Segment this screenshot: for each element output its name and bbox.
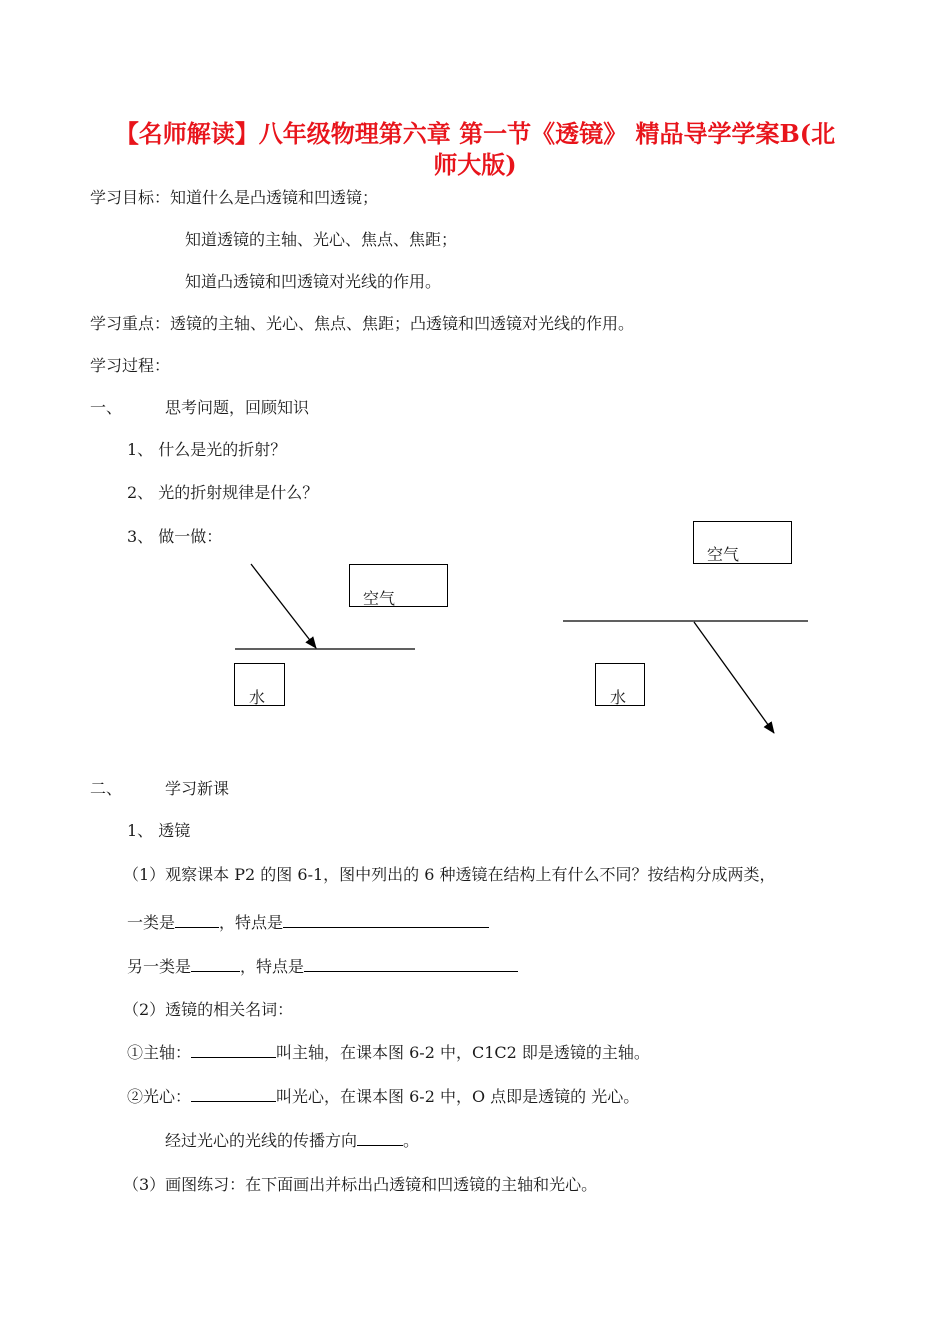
optical-center-text: 叫光心，在课本图 6-2 中，O 点即是透镜的 光心。 [276, 1087, 640, 1106]
objective-3: 知道凸透镜和凹透镜对光线的作用。 [185, 272, 442, 291]
title-line-1: 【名师解读】八年级物理第六章 第一节《透镜》 精品导学学案B(北 [114, 119, 836, 148]
left-air-label: 空气 [363, 589, 396, 608]
category-1-blank[interactable] [175, 913, 219, 928]
section-1-number: 一、 [90, 398, 123, 417]
category-2-feature-blank[interactable] [304, 957, 518, 972]
main-axis-blank[interactable] [191, 1043, 276, 1058]
through-center-end: 。 [403, 1131, 420, 1150]
through-center-blank[interactable] [357, 1131, 403, 1146]
objective-1: 知道什么是凸透镜和凹透镜； [170, 188, 379, 207]
category-1-feature-blank[interactable] [283, 913, 489, 928]
right-air-label: 空气 [707, 545, 740, 564]
main-axis-text: 叫主轴，在课本图 6-2 中，C1C2 即是透镜的主轴。 [276, 1043, 650, 1062]
question-3: 3、 做一做： [127, 527, 223, 546]
category-1-line [127, 913, 489, 933]
right-water-label: 水 [610, 688, 627, 707]
through-center-text: 经过光心的光线的传播方向 [165, 1131, 358, 1150]
paragraph-3: （3）画图练习：在下面画出并标出凸透镜和凹透镜的主轴和光心。 [123, 1175, 598, 1194]
subsection-lens: 1、 透镜 [127, 821, 191, 840]
through-center-line [165, 1131, 419, 1151]
optical-center-blank[interactable] [191, 1087, 276, 1102]
section-2-number: 二、 [90, 779, 123, 798]
question-2: 2、 光的折射规律是什么？ [127, 483, 319, 502]
section-2-heading: 学习新课 [165, 779, 230, 798]
category-1-label: 一类是 [127, 913, 176, 932]
left-incident-ray [251, 564, 316, 648]
main-axis-line [127, 1043, 650, 1063]
question-1: 1、 什么是光的折射？ [127, 440, 287, 459]
category-2-feature-label: ，特点是 [240, 957, 305, 976]
category-2-blank[interactable] [191, 957, 240, 972]
main-axis-label: ①主轴： [127, 1043, 192, 1062]
optical-center-label: ②光心： [127, 1087, 192, 1106]
paragraph-2: （2）透镜的相关名词： [123, 1000, 294, 1019]
process-label: 学习过程： [90, 356, 171, 375]
left-water-label: 水 [249, 688, 266, 707]
category-2-label: 另一类是 [127, 957, 192, 976]
title-line-2: 师大版) [433, 150, 517, 179]
category-2-line [127, 957, 518, 977]
key-points: 学习重点：透镜的主轴、光心、焦点、焦距；凸透镜和凹透镜对光线的作用。 [90, 314, 635, 333]
paragraph-1: （1）观察课本 P2 的图 6-1，图中列出的 6 种透镜在结构上有什么不同？按结构分成两类， [123, 865, 776, 884]
right-refracted-ray [694, 622, 774, 733]
section-1-heading: 思考问题，回顾知识 [165, 398, 310, 417]
objective-2: 知道透镜的主轴、光心、焦点、焦距； [185, 230, 458, 249]
optical-center-line [127, 1087, 639, 1107]
category-1-feature-label: ，特点是 [219, 913, 284, 932]
objectives-label: 学习目标： [90, 188, 171, 207]
